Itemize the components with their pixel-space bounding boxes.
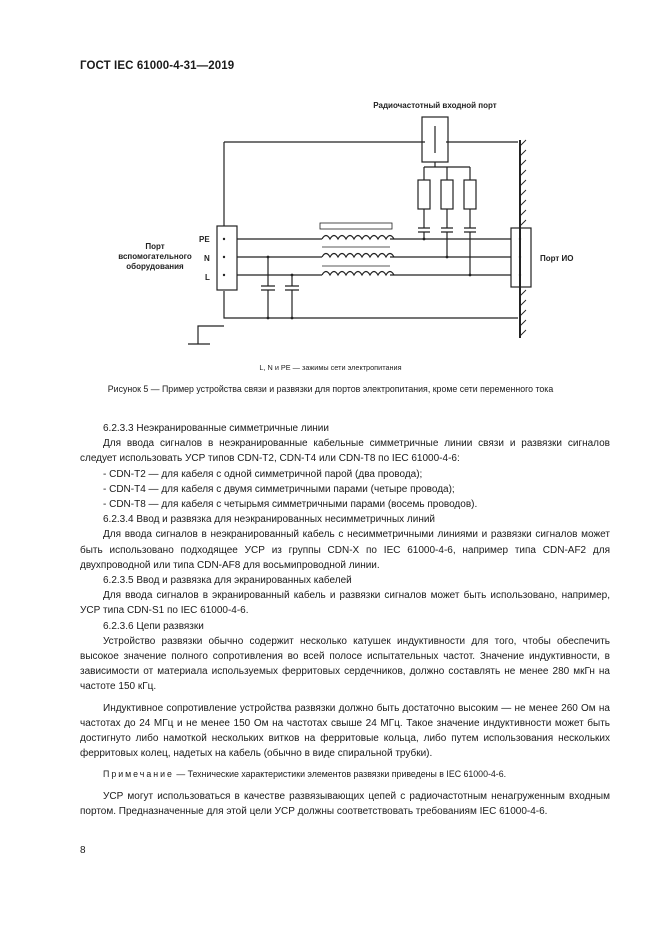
terminal-l-label: L — [205, 273, 210, 282]
aux-port-label-2: вспомогательного — [118, 252, 192, 261]
terminal-n-label: N — [204, 254, 210, 263]
body-text — [80, 421, 610, 819]
rf-capacitor-2 — [441, 228, 453, 232]
resistor-3 — [464, 180, 476, 209]
list-item: - CDN-T2 — для кабеля с одной симметричной парой (два провода); — [103, 468, 423, 480]
list-item: - CDN-T4 — для кабеля с двумя симметричными парами (четыре провода); — [103, 483, 455, 495]
rf-capacitor-1 — [418, 228, 430, 232]
section-6234-text: Для ввода сигналов в неэкранированный кабель с несимметричными линиями и развязки сигналов может быть использовано подходящее УСР из группы CDN-X по IEC 61000-4-6, например типа CDN-AF2 для двухпроводной или типа CDN-AF8 для восьмипроводной линии. — [80, 529, 610, 571]
decoupling-cap-2 — [285, 286, 299, 290]
aux-terminal-box — [217, 226, 237, 290]
circuit-diagram — [0, 0, 661, 360]
aux-port-label-1: Порт — [145, 242, 165, 251]
section-6236-para-2: Индуктивное сопротивление устройства развязки должно быть достаточно высоким — не менее 260 Ом на частотах до 24 МГц и не менее 150 Ом на частотах свыше 24 МГц. Такое значение индуктивности может быть достигнуто либо намоткой нескольких витков на ферритовые кольца, либо путем использования нескольких ферритовых колец, надетых на кабель (обычно в виде спиральной трубки). — [80, 702, 610, 760]
rf-port-label: Радиочастотный входной порт — [373, 101, 497, 110]
final-paragraph: УСР могут использоваться в качестве развязывающих цепей с радиочастотным ненагруженным входным портом. Предназначенные для этой цели УСР должны соответствовать требованиям IEC 61000-4-6. — [80, 790, 610, 817]
aux-port-label-3: оборудования — [126, 262, 184, 271]
coil-l — [322, 272, 394, 276]
resistor-2 — [441, 180, 453, 209]
note — [80, 767, 610, 782]
coil-pe — [322, 236, 394, 240]
decoupling-cap-1 — [261, 286, 275, 290]
section-6233-heading: 6.2.3.3 Неэкранированные симметричные линии — [103, 423, 329, 434]
coil-n — [322, 254, 394, 258]
section-6235-heading: 6.2.3.5 Ввод и развязка для экранированных кабелей — [103, 575, 352, 587]
ferrite-core — [320, 223, 392, 229]
diagram-legend: L, N и PE — зажимы сети электропитания — [259, 363, 402, 372]
section-6233-text: Для ввода сигналов в неэкранированные кабельные симметричные линии связи и развязки сигналов следует использовать УСР типов CDN-T2, CDN-T4 или CDN-T8 по IEC 61000-4-6: — [80, 438, 610, 465]
page-number: 8 — [80, 845, 86, 856]
rf-capacitor-3 — [464, 228, 476, 232]
section-6234-heading: 6.2.3.4 Ввод и развязка для неэкранированных несимметричных линий — [103, 514, 436, 526]
note-label: Примечание — [103, 769, 174, 780]
note-text: — Технические характеристики элементов развязки приведены в IEC 61000-4-6. — [173, 769, 507, 780]
list-item: - CDN-T8 — для кабеля с четырьмя симметричными парами (восемь проводов). — [103, 499, 478, 511]
ground-symbol — [188, 326, 224, 344]
section-6236-heading: 6.2.3.6 Цепи развязки — [103, 620, 204, 632]
section-6236-para-1: Устройство развязки обычно содержит несколько катушек индуктивности для того, чтобы обеспечить высокое значение полного сопротивления во всей полосе испытательных частот. Значение индуктивности, в зависимости от материала используемых ферритовых сердечников, должно составлять не менее 280 мкГн на частоте 150 кГц. — [80, 635, 610, 693]
io-port-label: Порт ИО — [540, 254, 574, 263]
section-6235-text: Для ввода сигналов в экранированный кабель и развязки сигналов может быть использовано, например, УСР типа CDN-S1 по IEC 61000-4-6. — [80, 590, 610, 617]
document-header: ГОСТ IEC 61000-4-31—2019 — [80, 60, 235, 72]
resistor-1 — [418, 180, 430, 209]
terminal-pe-label: PE — [199, 235, 210, 244]
figure-caption: Рисунок 5 — Пример устройства связи и развязки для портов электропитания, кроме сети переменного тока — [107, 384, 554, 394]
